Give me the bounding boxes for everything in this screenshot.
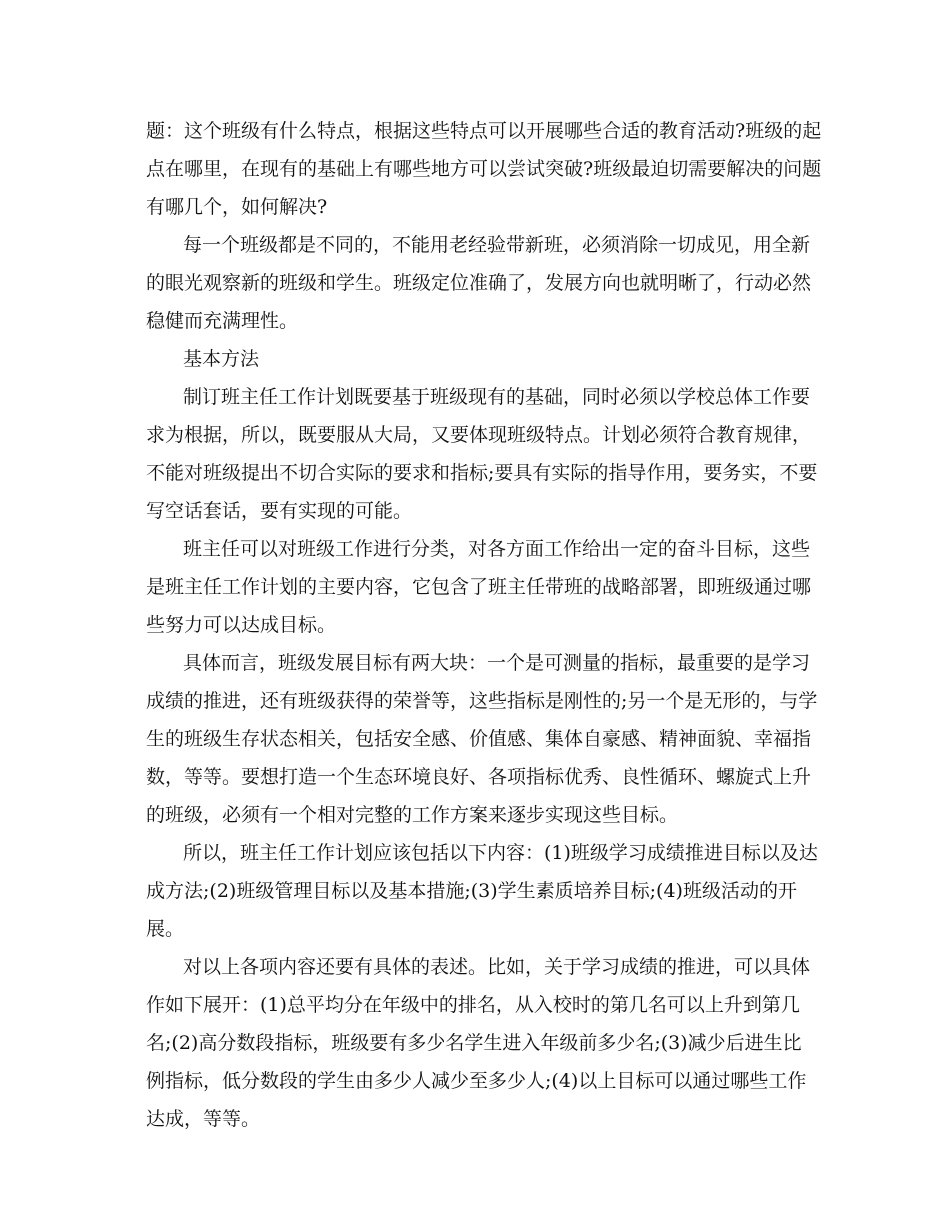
text-line: 有哪几个，如何解决? xyxy=(146,196,328,218)
text-line: 名;(2)高分数段指标，班级要有多少名学生进入年级前多少名;(3)减少后进生比 xyxy=(146,1032,802,1054)
text-line: 对以上各项内容还要有具体的表述。比如，关于学习成绩的推进，可以具体 xyxy=(183,956,811,978)
text-line: 数，等等。要想打造一个生态环境良好、各项指标优秀、良性循环、螺旋式上升 xyxy=(146,766,812,788)
paragraph xyxy=(146,530,810,644)
text-line: 的班级，必须有一个相对完整的工作方案来逐步实现这些目标。 xyxy=(146,804,679,826)
text-line: 稳健而充满理性。 xyxy=(146,310,299,332)
paragraph xyxy=(146,644,818,834)
paragraph xyxy=(146,834,818,948)
text-line: 点在哪里，在现有的基础上有哪些地方可以尝试突破?班级最迫切需要解决的问题 xyxy=(146,158,822,180)
text-line: 例指标，低分数段的学生由多少人减少至多少人;(4)以上目标可以通过哪些工作 xyxy=(146,1070,807,1092)
text-line: 制订班主任工作计划既要基于班级现有的基础，同时必须以学校总体工作要 xyxy=(183,386,811,408)
paragraph xyxy=(146,378,818,530)
text-line: 班主任可以对班级工作进行分类，对各方面工作给出一定的奋斗目标，这些 xyxy=(183,538,811,560)
text-line: 求为根据，所以，既要服从大局，又要体现班级特点。计划必须符合教育规律， xyxy=(146,424,812,446)
text-line: 每一个班级都是不同的，不能用老经验带新班，必须消除一切成见，用全新 xyxy=(183,234,811,256)
paragraph xyxy=(146,226,810,340)
text-line: 些努力可以达成目标。 xyxy=(146,614,337,636)
text-line: 是班主任工作计划的主要内容，它包含了班主任带班的战略部署，即班级通过哪 xyxy=(146,576,812,598)
text-line: 生的班级生存状态相关，包括安全感、价值感、集体自豪感、精神面貌、幸福指 xyxy=(146,728,812,750)
paragraph xyxy=(146,948,810,1138)
text-line: 展。 xyxy=(146,918,185,940)
text-line: 题：这个班级有什么特点，根据这些特点可以开展哪些合适的教育活动?班级的起 xyxy=(146,120,822,142)
text-line: 作如下展开：(1)总平均分在年级中的排名，从入校时的第几名可以上升到第几 xyxy=(146,994,800,1016)
text-line: 写空话套话，要有实现的可能。 xyxy=(146,500,413,522)
text-line: 成绩的推进，还有班级获得的荣誉等，这些指标是刚性的;另一个是无形的，与学 xyxy=(146,690,818,712)
text-line: 成方法;(2)班级管理目标以及基本措施;(3)学生素质培养目标;(4)班级活动的开 xyxy=(146,880,797,902)
text-line: 所以，班主任工作计划应该包括以下内容：(1)班级学习成绩推进目标以及达 xyxy=(183,842,818,864)
section-heading xyxy=(146,340,810,378)
heading-text: 基本方法 xyxy=(183,348,260,370)
text-line: 的眼光观察新的班级和学生。班级定位准确了，发展方向也就明晰了，行动必然 xyxy=(146,272,812,294)
paragraph xyxy=(146,112,822,226)
text-line: 达成，等等。 xyxy=(146,1108,261,1130)
text-line: 不能对班级提出不切合实际的要求和指标;要具有实际的指导作用，要务实，不要 xyxy=(146,462,818,484)
document-page xyxy=(146,112,822,1138)
text-line: 具体而言，班级发展目标有两大块：一个是可测量的指标，最重要的是学习 xyxy=(183,652,811,674)
